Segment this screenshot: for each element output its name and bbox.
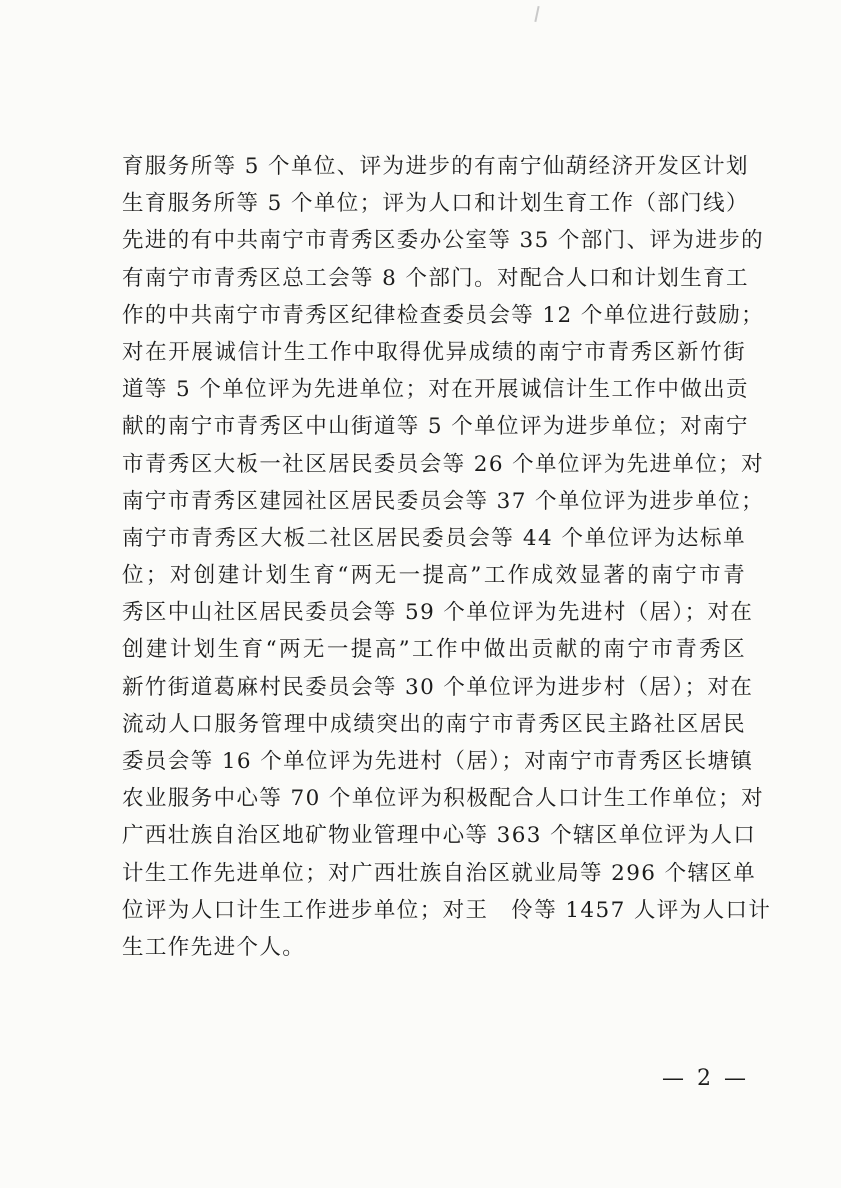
text-line-last: 生工作先进个人。 xyxy=(122,934,306,960)
text-line: 献的南宁市青秀区中山街道等 5 个单位评为进步单位；对南宁 xyxy=(122,414,749,440)
text-line: 位；对创建计划生育“两无一提高”工作成效显著的南宁市青 xyxy=(122,563,746,589)
text-line: 先进的有中共南宁市青秀区委办公室等 35 个部门、评为进步的 xyxy=(122,228,765,254)
text-line: 对在开展诚信计生工作中取得优异成绩的南宁市青秀区新竹街 xyxy=(122,339,746,365)
text-line: 计生工作先进单位；对广西壮族自治区就业局等 296 个辖区单 xyxy=(122,860,757,886)
text-line: 有南宁市青秀区总工会等 8 个部门。对配合人口和计划生育工 xyxy=(122,265,749,291)
text-line: 广西壮族自治区地矿物业管理中心等 363 个辖区单位评为人口 xyxy=(122,823,757,849)
text-line: 流动人口服务管理中成绩突出的南宁市青秀区民主路社区居民 xyxy=(122,711,746,737)
text-line: 作的中共南宁市青秀区纪律检查委员会等 12 个单位进行鼓励； xyxy=(122,302,765,328)
text-line: 新竹街道葛麻村民委员会等 30 个单位评为进步村（居）；对在 xyxy=(122,674,754,700)
text-line: 位评为人口计生工作进步单位；对王 伶等 1457 人评为人口计 xyxy=(122,897,772,923)
text-line: 秀区中山社区居民委员会等 59 个单位评为先进村（居）；对在 xyxy=(122,600,754,626)
text-line: 生育服务所等 5 个单位；评为人口和计划生育工作（部门线） xyxy=(122,191,749,217)
text-line: 市青秀区大板一社区居民委员会等 26 个单位评为先进单位；对 xyxy=(122,451,765,477)
text-line: 道等 5 个单位评为先进单位；对在开展诚信计生工作中做出贡 xyxy=(122,377,749,403)
text-line: 农业服务中心等 70 个单位评为积极配合人口计生工作单位；对 xyxy=(122,786,765,812)
text-line: 创建计划生育“两无一提高”工作中做出贡献的南宁市青秀区 xyxy=(122,637,746,663)
scan-artifact xyxy=(534,6,539,22)
text-line: 委员会等 16 个单位评为先进村（居）；对南宁市青秀区长塘镇 xyxy=(122,749,754,774)
text-line: 南宁市青秀区大板二社区居民委员会等 44 个单位评为达标单 xyxy=(122,525,746,551)
page-number: — 2 — xyxy=(662,1066,749,1091)
text-line: 育服务所等 5 个单位、评为进步的有南宁仙葫经济开发区计划 xyxy=(122,154,749,179)
document-body xyxy=(122,148,772,966)
text-line: 南宁市青秀区建园社区居民委员会等 37 个单位评为进步单位； xyxy=(122,488,765,514)
